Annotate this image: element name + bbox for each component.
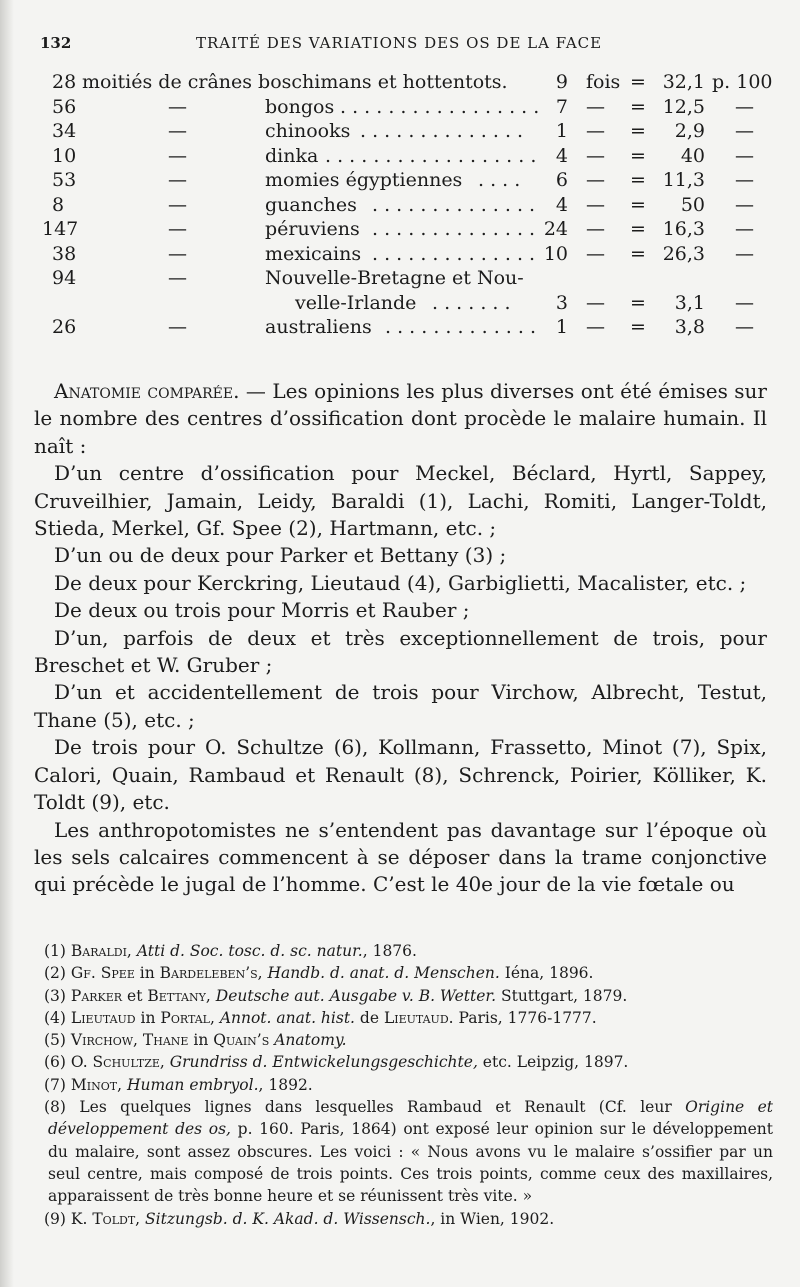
equals-sign: = [630, 144, 646, 167]
population-name: bongos [265, 95, 335, 118]
footnote-2 [28, 962, 773, 984]
sample-count: 10 [52, 144, 77, 167]
dot-leader: . . . . . . . [432, 291, 511, 314]
footnote-author: Minot, [70, 1075, 123, 1094]
footnote-author: Quain’s [213, 1031, 270, 1050]
footnote-title: Sitzungsb. d. K. Akad. d. Wissensch. [145, 1209, 431, 1228]
footnote-3 [28, 985, 773, 1007]
sample-count: 38 [52, 242, 77, 265]
unit-label: — [586, 218, 605, 240]
unit-label: — [586, 242, 605, 265]
sample-count: 147 [42, 218, 79, 240]
footnote-author: K. Toldt, [70, 1209, 141, 1228]
footnote-1 [28, 940, 773, 962]
footnote-text: , in Wien, 1902. [430, 1209, 555, 1228]
sample-count: 28 [52, 71, 77, 93]
list-paragraph: D’un ou de deux pour Parker et Bettany (3) ; [54, 543, 507, 568]
footnote-author: Gf. Spee [70, 964, 135, 983]
occurrence-count: 4 [555, 144, 568, 167]
sample-count: 8 [52, 193, 65, 216]
table-row [0, 242, 800, 267]
sample-count: 56 [52, 95, 77, 118]
table-row [0, 95, 800, 120]
dot-leader: . . . . . . . . . . . . . . [372, 193, 536, 216]
table-row [0, 119, 800, 144]
footnote-text: in [135, 1008, 161, 1027]
equals-sign: = [630, 218, 646, 240]
list-paragraph: D’un, parfois de deux et très exceptionnellement de trois, pour Breschet et W. Gruber ; [34, 625, 767, 678]
footnote-text: et [122, 986, 148, 1005]
ditto-dash: — [168, 120, 187, 142]
footnote-text: Stuttgart, 1879. [496, 986, 628, 1005]
occurrence-count: 24 [543, 218, 568, 240]
ditto-dash: — [735, 120, 754, 142]
population-name: Nouvelle-Bretagne et Nou- [265, 267, 524, 289]
ditto-dash: — [168, 95, 187, 118]
running-title: TRAITÉ DES VARIATIONS DES OS DE LA FACE [196, 34, 603, 52]
equals-sign: = [630, 71, 646, 93]
footnote-author: Parker [70, 986, 123, 1005]
footnote-author: Lieutaud. [383, 1008, 454, 1027]
footnote-author: Virchow, Thane [70, 1031, 189, 1050]
unit-label: — [586, 169, 605, 191]
sample-count: 34 [52, 120, 77, 142]
dot-leader: . . . . . . . . . . . . . . . . . [340, 95, 540, 118]
footnote-5 [28, 1029, 773, 1051]
table-row [0, 193, 800, 218]
occurrence-count: 10 [543, 242, 568, 265]
footnote-text: p. 160. Paris, 1864) ont exposé leur opinion sur le développement du malaire, sont assez obscures. Les voici : « Nous avons vu le malaire s’ossifier par un seul centre, mais composé de trois points. Ces trois points, comme ceux des maxillaires, apparaissent de très bonne heure et se réunissent très vite. » [48, 1120, 774, 1206]
footnote-title: Handb. d. anat. d. Menschen. [267, 964, 500, 983]
occurrence-count: 3 [555, 291, 568, 314]
equals-sign: = [630, 291, 646, 314]
footnote-number: (7) [44, 1075, 66, 1094]
ditto-dash: — [168, 144, 187, 167]
unit-label: — [586, 120, 605, 142]
footnote-title: Grundriss d. Entwickelungsgeschichte, [169, 1053, 478, 1072]
unit-label: — [586, 291, 605, 314]
footnotes [28, 940, 773, 1230]
dot-leader: . . . . . . . . . . . . . . . . . . [325, 144, 537, 167]
closing-paragraph: Les anthropotomistes ne s’entendent pas davantage sur l’époque où les sels calcaires commencent à se déposer dans la trame conjonctive qui précède le jugal de l’homme. C’est le 40e jour de la vie fœtale ou [34, 817, 767, 897]
dot-leader: . . . . . . . . . . . . . . [360, 120, 524, 142]
percentage: 40 [680, 144, 705, 167]
footnote-author: Portal, [160, 1008, 215, 1027]
ditto-dash: — [735, 95, 754, 118]
ditto-dash: — [735, 242, 754, 265]
list-paragraph: D’un et accidentellement de trois pour Virchow, Albrecht, Testut, Thane (5), etc. ; [34, 680, 767, 732]
unit-label: — [586, 95, 605, 118]
footnote-number: (2) [44, 964, 66, 983]
sample-count: 26 [52, 316, 77, 338]
occurrence-count: 6 [555, 169, 568, 191]
population-name: chinooks [265, 120, 351, 142]
equals-sign: = [630, 242, 646, 265]
dot-leader: . . . . . . . . . . . . . . [372, 242, 536, 265]
unit-label: — [586, 193, 605, 216]
population-name: momies égyptiennes [265, 169, 463, 191]
section-intro-paragraph [34, 378, 767, 460]
ditto-dash: — [168, 193, 187, 216]
equals-sign: = [630, 193, 646, 216]
table-row [0, 168, 800, 193]
footnote-number: (4) [44, 1008, 66, 1027]
dot-leader: . . . . [478, 169, 521, 191]
table-row [0, 144, 800, 169]
statistics-table [0, 70, 800, 340]
footnote-title: Human embryol. [126, 1075, 259, 1094]
footnote-title: Atti d. Soc. tosc. d. sc. natur. [136, 942, 363, 960]
footnote-text: Paris, 1776-1777. [453, 1008, 597, 1027]
footnote-text: in [188, 1031, 214, 1050]
footnote-author: Bettany, [147, 986, 211, 1005]
footnote-text: , 1892. [258, 1075, 313, 1094]
table-row [0, 266, 800, 315]
occurrence-count: 9 [555, 71, 568, 93]
table-row [0, 217, 800, 242]
population-name: guanches [265, 193, 357, 216]
population-name: moitiés de crânes boschimans et hottentots. [82, 71, 508, 93]
percent-suffix: p. 100 [712, 71, 773, 93]
unit-label: — [586, 316, 605, 338]
list-paragraph: De deux ou trois pour Morris et Rauber ; [54, 598, 470, 623]
population-name: mexicains [265, 242, 362, 265]
dot-leader: . . . . . . . . . . . . . [385, 316, 536, 338]
footnote-number: (1) [44, 942, 66, 960]
footnote-text: etc. Leipzig, 1897. [477, 1053, 629, 1072]
footnote-text: Les quelques lignes dans lesquelles Rambaud et Renault (Cf. leur [79, 1098, 686, 1117]
occurrence-count: 4 [555, 193, 568, 216]
unit-label: — [586, 144, 605, 167]
percentage: 50 [680, 193, 705, 216]
dot-leader: . . . . . . . . . . . . . . [372, 218, 536, 240]
sample-count: 94 [52, 267, 77, 289]
list-paragraph: D’un centre d’ossification pour Meckel, Béclard, Hyrtl, Sappey, Cruveilhier, Jamain, Leidy, Baraldi (1), Lachi, Romiti, Langer-Toldt, Stieda, Merkel, Gf. Spee (2), Hartmann, etc. ; [34, 461, 767, 541]
page-number: 132 [40, 34, 72, 52]
footnote-author: Bardeleben’s, [159, 964, 263, 983]
footnote-title: Origine et développement des os, [48, 1098, 773, 1139]
footnote-author: Lieutaud [70, 1008, 136, 1027]
ditto-dash: — [735, 193, 754, 216]
footnote-author: Baraldi, [70, 942, 132, 960]
percentage: 16,3 [662, 218, 705, 240]
ditto-dash: — [168, 169, 187, 191]
occurrence-count: 1 [555, 120, 568, 142]
footnote-title: Anatomy. [274, 1031, 347, 1050]
footnote-text: Iéna, 1896. [499, 964, 594, 983]
ditto-dash: — [735, 316, 754, 338]
population-name-continued: velle-Irlande [295, 291, 417, 314]
equals-sign: = [630, 316, 646, 338]
section-heading: Anatomie comparée. [54, 379, 240, 403]
ditto-dash: — [168, 218, 187, 240]
footnote-text: in [134, 964, 160, 983]
percentage: 11,3 [662, 169, 705, 191]
footnote-text: , 1876. [362, 942, 417, 960]
footnote-number: (9) [44, 1209, 66, 1228]
footnote-number: (3) [44, 986, 66, 1005]
footnote-6 [28, 1051, 773, 1073]
footnote-author: O. Schultze, [70, 1053, 165, 1072]
list-paragraph: De deux pour Kerckring, Lieutaud (4), Garbiglietti, Macalister, etc. ; [54, 570, 747, 595]
ditto-dash: — [735, 169, 754, 191]
ditto-dash: — [735, 218, 754, 240]
footnote-text: de [354, 1008, 384, 1027]
unit-label: fois [586, 71, 621, 93]
page-header [40, 34, 770, 58]
occurrence-count: 7 [555, 95, 568, 118]
percentage: 12,5 [662, 95, 705, 118]
population-name: australiens [265, 316, 372, 338]
equals-sign: = [630, 120, 646, 142]
percentage: 3,1 [674, 291, 705, 314]
paragraph-text: — Les opinions les plus diverses ont été émises sur le nombre des centres d’ossification dont procède le malaire humain. Il naît : [34, 379, 767, 458]
percentage: 2,9 [674, 120, 705, 142]
footnote-8 [28, 1096, 773, 1207]
ditto-dash: — [168, 267, 187, 289]
percentage: 32,1 [662, 71, 705, 93]
footnote-7 [28, 1074, 773, 1096]
occurrence-count: 1 [555, 316, 568, 338]
percentage: 3,8 [674, 316, 705, 338]
equals-sign: = [630, 95, 646, 118]
sample-count: 53 [52, 169, 77, 191]
table-row [0, 70, 800, 95]
percentage: 26,3 [662, 242, 705, 265]
body-text [34, 378, 767, 899]
list-paragraph: De trois pour O. Schultze (6), Kollmann, Frassetto, Minot (7), Spix, Calori, Quain, Rambaud et Renault (8), Schrenck, Poirier, Kölliker, K. Toldt (9), etc. [34, 735, 767, 815]
footnote-9 [28, 1208, 773, 1230]
ditto-dash: — [168, 316, 187, 338]
population-name: péruviens [265, 218, 360, 240]
footnote-number: (5) [44, 1031, 66, 1050]
footnote-title: Deutsche aut. Ausgabe v. B. Wetter. [215, 986, 497, 1005]
footnote-number: (6) [44, 1053, 66, 1072]
equals-sign: = [630, 169, 646, 191]
ditto-dash: — [168, 242, 187, 265]
ditto-dash: — [735, 144, 754, 167]
ditto-dash: — [735, 291, 754, 314]
footnote-title: Annot. anat. hist. [219, 1008, 355, 1027]
footnote-number: (8) [44, 1098, 66, 1117]
footnote-4 [28, 1007, 773, 1029]
population-name: dinka [265, 144, 319, 167]
table-row [0, 315, 800, 340]
